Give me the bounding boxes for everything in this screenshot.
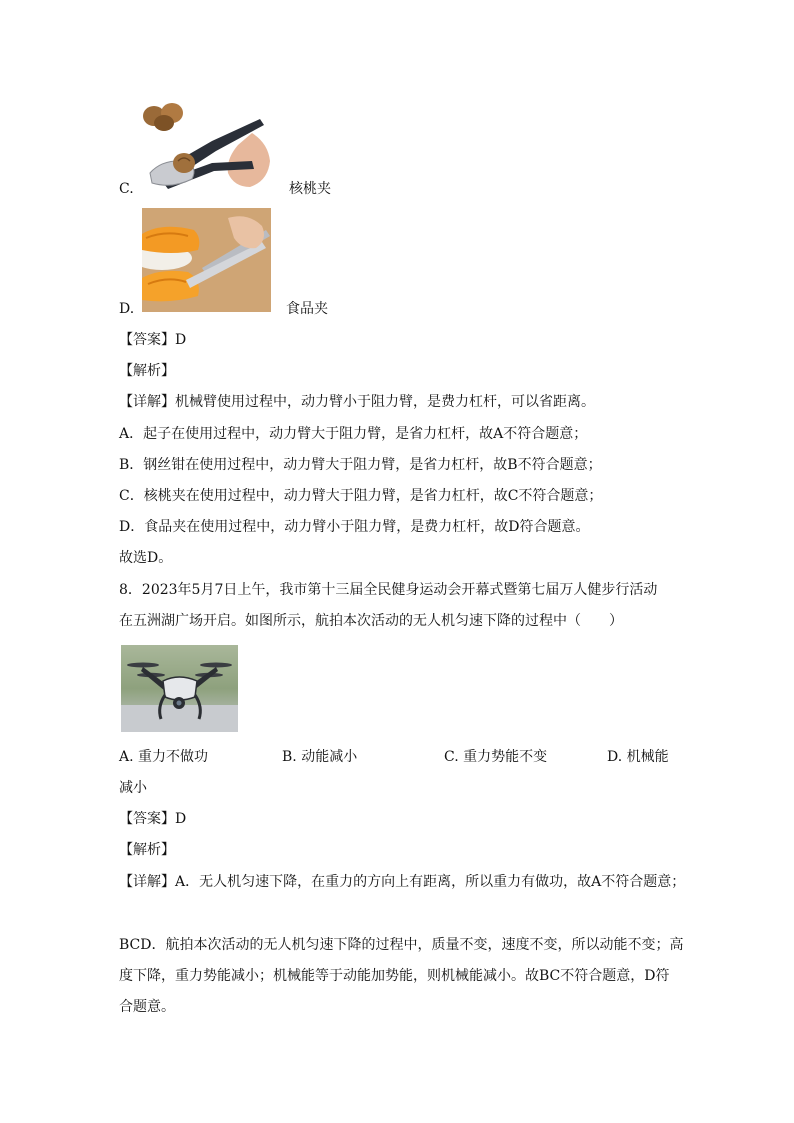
q8-option-b: B. 动能减小 [282,749,358,765]
option-d-caption: 食品夹 [286,301,328,317]
q8-option-d-wrap: 减小 [119,780,147,796]
drone-image [121,645,238,732]
q7-analysis-label: 【解析】 [119,363,175,379]
q8-analysis-label: 【解析】 [119,842,175,858]
q7-option-b-explanation: B．钢丝钳在使用过程中，动力臂大于阻力臂，是省力杠杆，故B不符合题意； [119,457,602,473]
q7-option-a-explanation: A．起子在使用过程中，动力臂大于阻力臂，是省力杠杆，故A不符合题意； [119,426,588,442]
q7-option-d-explanation: D．食品夹在使用过程中，动力臂小于阻力臂，是费力杠杆，故D符合题意。 [119,519,590,535]
option-c-letter: C. [119,181,134,197]
q8-option-d: D. 机械能 [607,749,669,765]
q8-detail: 【详解】A．无人机匀速下降，在重力的方向上有距离，所以重力有做功，故A不符合题意； [119,874,686,890]
q7-conclusion: 故选D。 [119,550,173,566]
walnut-cracker-image [142,101,275,192]
q7-answer-label: 【答案】D [119,332,187,348]
q8-stem-line-2: 在五洲湖广场开启。如图所示，航拍本次活动的无人机匀速下降的过程中（ ） [119,613,623,629]
q8-bcd-line-2: 度下降，重力势能减小；机械能等于动能加势能，则机械能减小。故BC不符合题意，D符 [119,968,670,984]
q8-answer-label: 【答案】D [119,811,187,827]
food-tongs-image [142,208,271,312]
q7-option-c-explanation: C．核桃夹在使用过程中，动力臂大于阻力臂，是省力杠杆，故C不符合题意； [119,488,603,504]
q7-detail: 【详解】机械臂使用过程中，动力臂小于阻力臂，是费力杠杆，可以省距离。 [119,394,595,410]
q8-option-c: C. 重力势能不变 [444,749,548,765]
q8-bcd-line-1: BCD．航拍本次活动的无人机匀速下降的过程中，质量不变，速度不变，所以动能不变；高 [119,937,684,953]
q8-option-a: A. 重力不做功 [119,749,209,765]
q8-stem-line-1: 8．2023年5月7日上午，我市第十三届全民健身运动会开幕式暨第七届万人健步行活动 [119,582,658,598]
option-c-caption: 核桃夹 [289,181,331,197]
q8-bcd-line-3: 合题意。 [119,999,175,1015]
option-d-letter: D. [119,301,135,317]
